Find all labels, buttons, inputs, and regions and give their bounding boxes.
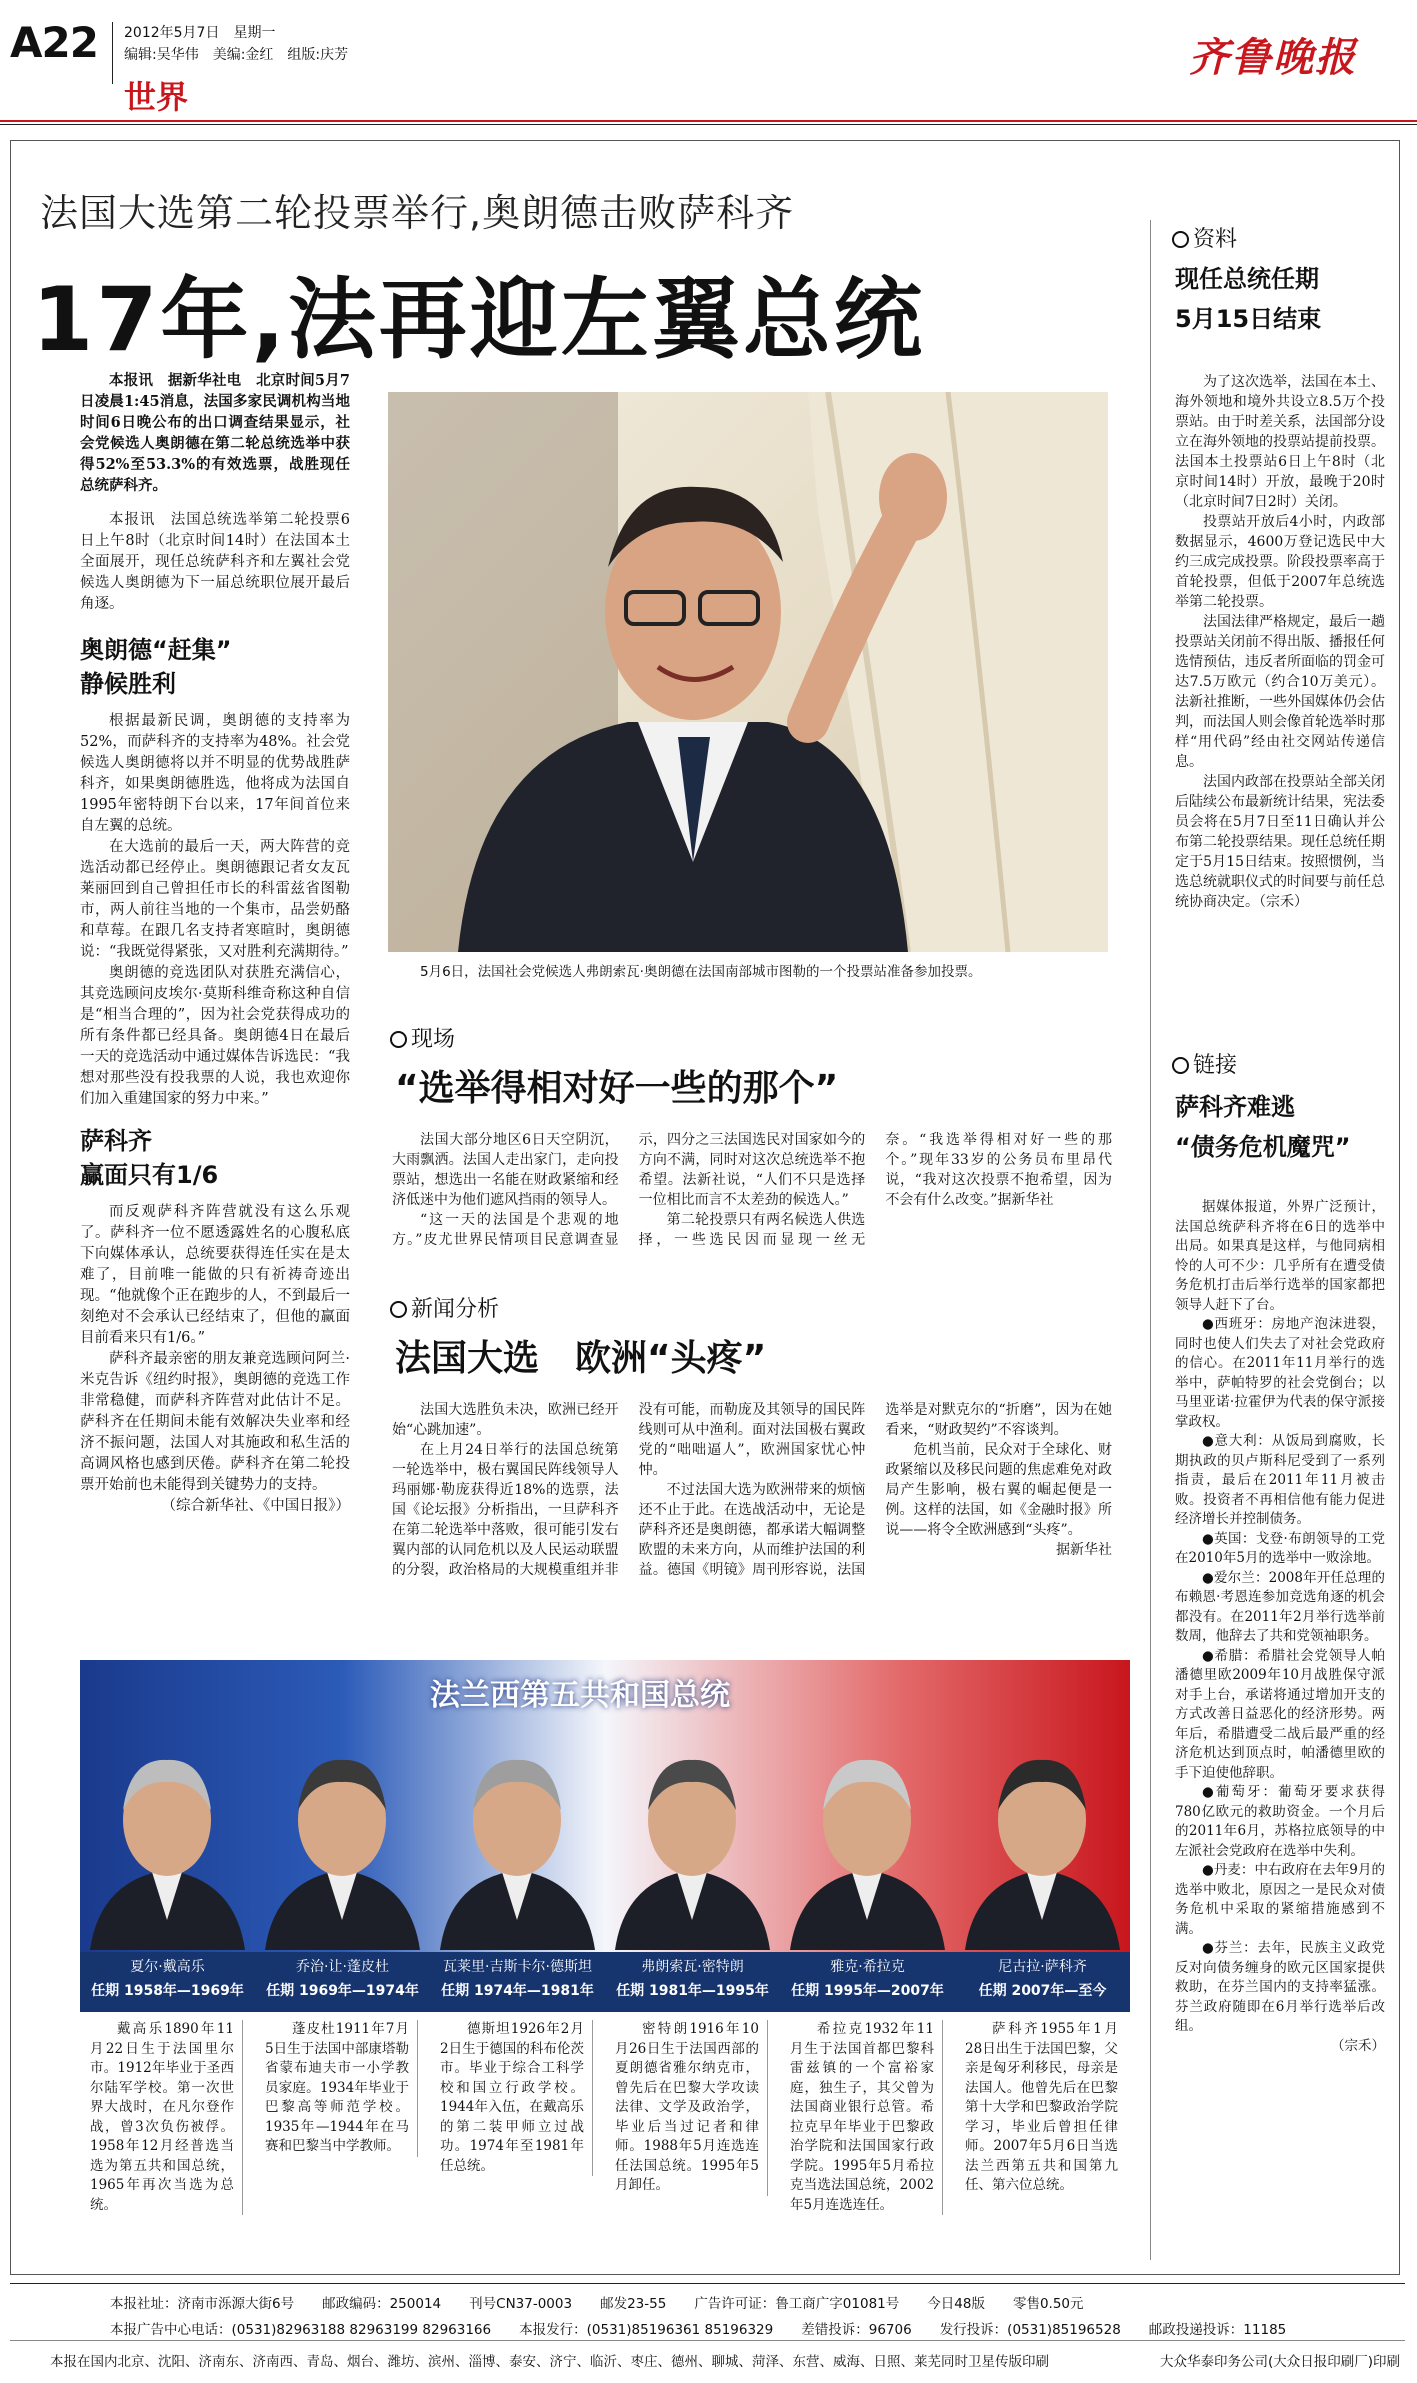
lead-column: [80, 370, 350, 1517]
footer-item: 本报广告中心电话：(0531)82963188 82963199 82963166: [110, 2322, 492, 2338]
president-portrait: [430, 1720, 605, 1950]
footer-item: 本报社址：济南市泺源大街6号: [110, 2296, 295, 2312]
xianchang-title: “选举得相对好一些的那个”: [395, 1068, 839, 1109]
footer-item: 邮政编码：250014: [322, 2296, 442, 2312]
body-paragraph: 在大选前的最后一天，两大阵营的竞选活动都已经停止。奥朗德跟记者女友瓦莱丽回到自己曾担任市长的科雷兹省图勒市，两人前往当地的一个集市，品尝奶酪和草莓。在跟几名支持者寒暄时，奥朗德说：“我既觉得紧张，又对胜利充满期待。”: [80, 839, 350, 960]
main-headline: 17年,法再迎左翼总统: [32, 268, 925, 371]
list-item: ●丹麦：中右政府在去年9月的选举中败北，原因之一是民众对债务危机中采取的紧缩措施感到不满。: [1175, 1862, 1385, 1937]
circle-icon: [1172, 1057, 1189, 1074]
president-portrait: [780, 1720, 955, 1950]
footer-row-3: [50, 2350, 1400, 2370]
body-paragraph: 奥朗德的竞选团队对获胜充满信心，其竞选顾问皮埃尔·莫斯科维奇称这种自信是“相当合理的”，因为社会党获得成功的所有条件都已经具备。奥朗德4日在最后一天的竞选活动中通过媒体告诉选民：“我想对那些没有投我票的人说，我也欢迎你们加入重建国家的努力中来。”: [80, 965, 350, 1107]
body-paragraph: 第二轮投票只有两名候选人供选择，一些选民因而显现一丝无奈。“我选举得相对好一些的那个。”现年33岁的公务员布里昂代说，“我对这次投票不抱希望，因为不会有什么改变。”据新华社: [638, 1132, 1112, 1248]
circle-icon: [390, 1031, 407, 1048]
president-name: 弗朗索瓦·密特朗: [641, 1959, 744, 1975]
footer-item: 大众华泰印务公司(大众日报印刷厂)印刷: [1159, 2354, 1400, 2370]
list-item: ●意大利：从饭局到腐败，长期执政的贝卢斯科尼受到了一系列指责，最后在2011年11月被击败。投资者不再相信他有能力促进经济增长并控制债务。: [1175, 1433, 1385, 1527]
president-term: 任期 2007年—至今: [978, 1983, 1107, 1999]
subhead-sarkozy-a: 萨科齐: [80, 1127, 152, 1155]
presidents-graphic: [80, 1660, 1130, 2012]
body-paragraph: 法国大选胜负未决，欧洲已经开始“心跳加速”。: [392, 1402, 619, 1438]
body-paragraph: 危机当前，民众对于全球化、财政紧缩以及移民问题的焦虑难免对政局产生影响，极右翼的崛起便是一例。这样的法国，如《金融时报》所说——将令全欧洲感到“头疼”。: [885, 1442, 1112, 1538]
source-line: 据新华社: [1055, 1542, 1112, 1558]
list-item: ●爱尔兰：2008年开任总理的布赖恩·考恩连参加竞选角逐的机会都没有。在2011年2月举行选举前数周，他辞去了共和党领袖职务。: [1175, 1569, 1385, 1644]
president-bio: 德斯坦1926年2月2日生于德国的科布伦茨市。毕业于综合工科学校和国立行政学校。1944年入伍，在戴高乐的第二装甲师立过战功。1974年至1981年任总统。: [440, 2020, 593, 2176]
lianjie-title-b: “债务危机魔咒”: [1175, 1133, 1351, 1161]
president-name: 夏尔·戴高乐: [130, 1959, 205, 1975]
president-bio: 蓬皮杜1911年7月5日生于法国中部康塔勒省蒙布迪夫市一小学教员家庭。1934年毕业于巴黎高等师范学校。1935年—1944年在马赛和巴黎当中学教师。: [265, 2020, 418, 2157]
body-paragraph: 不过法国大选为欧洲带来的烦恼还不止于此。在选战活动中，无论是萨科齐还是奥朗德，都承诺大幅调整欧盟的未来方向，从而维护法国的利益。德国《明镜》周刊形容说，法国选举是对默克尔的“折磨”，因为在她看来，“财政契约”不容谈判。: [638, 1402, 1112, 1578]
president-portrait: [255, 1720, 430, 1950]
tag-lianjie: 链接: [1172, 1048, 1237, 1079]
kicker: 法国大选第二轮投票举行,奥朗德击败萨科齐: [40, 191, 795, 235]
hollande-illustration: [388, 392, 1108, 952]
body-paragraph: “这一天的法国是个悲观的地方。”皮尤世界民情项目民意调查显示，四分之三法国选民对国家如今的方向不满，同时对这次总统选举不抱希望。法新社说，“人们不只是选择一位相比而言不太差劲的候选人。”: [392, 1132, 866, 1248]
president-bio: 密特朗1916年10月26日生于法国西部的夏朗德省雅尔纳克市，曾先后在巴黎大学攻读法律、文学及政治学，毕业后当过记者和律师。1988年5月连选连任法国总统。1995年5月卸任。: [615, 2020, 768, 2196]
body-paragraph: 法国法律严格规定，最后一趟投票站关闭前不得出版、播报任何选情预估，违反者所面临的罚金可达7.5万欧元（约合10万美元）。法新社推断，一些外国媒体仍会估判，而法国人则会像首轮选举时那样“用代码”经由社交网站传递信息。: [1175, 614, 1385, 770]
fenxi-body: [392, 1400, 1112, 1632]
fenxi-title: 法国大选 欧洲“头疼”: [395, 1338, 767, 1379]
list-item: ●西班牙：房地产泡沫进裂，同时也使人们失去了对社会党政府的信心。在2011年11月举行的选举中，萨帕特罗的社会党倒台；以马里亚诺·拉霍伊为代表的保守派接掌政权。: [1175, 1316, 1385, 1430]
president-term: 任期 1958年—1969年: [91, 1983, 244, 1999]
president-portrait: [80, 1720, 255, 1950]
xianchang-body: [392, 1130, 1112, 1280]
photo-caption: 5月6日，法国社会党候选人弗朗索瓦·奥朗德在法国南部城市图勒的一个投票站准备参加投票。: [420, 964, 982, 980]
president-bio: 戴高乐1890年11月22日生于法国里尔市。1912年毕业于圣西尔陆军学校。第一次世界大战时，在凡尔登作战，曾3次负伤被俘。1958年12月经普选当选为第五共和国总统，1965年再次当选为总统。: [90, 2020, 243, 2215]
president-bios: [80, 2020, 1130, 2260]
body-paragraph: 在上月24日举行的法国总统第一轮选举中，极右翼国民阵线领导人玛丽娜·勒庞获得近18%的选票，法国《论坛报》分析指出，一旦萨科齐在第二轮选举中落败，很可能引发右翼内部的认同危机以及人民运动联盟的分裂，政治格局的大规模重组并非没有可能，而勒庞及其领导的国民阵线则可从中渔利。面对法国极右翼政党的“咄咄逼人”，欧洲国家忧心忡忡。: [392, 1402, 866, 1578]
president-term: 任期 1981年—1995年: [616, 1983, 769, 1999]
subhead-hollande-a: 奥朗德“赶集”: [80, 636, 232, 664]
body-paragraph: 根据最新民调，奥朗德的支持率为52%，而萨科齐的支持率为48%。社会党候选人奥朗德将以并不明显的优势战胜萨科齐，如果奥朗德胜选，他将成为法国自1995年密特朗下台以来，17年间首位来自左翼的总统。: [80, 713, 350, 834]
footer-item: 差错投诉：96706: [801, 2322, 912, 2338]
body-paragraph: 萨科齐最亲密的朋友兼竞选顾问阿兰·米克告诉《纽约时报》，奥朗德的竞选工作非常稳健，而萨科齐阵营对此估计不足。萨科齐在任期间未能有效解决失业率和经济不振问题，法国人对其施政和私生活的高调风格也感到厌倦。萨科齐在第二轮投票开始前也未能得到关键势力的支持。: [80, 1351, 350, 1493]
list-item: ●芬兰：去年，民族主义政党反对向债务缠身的欧元区国家提供救助，在芬兰国内的支持率猛涨。芬兰政府随即在6月举行选举后改组。: [1175, 1940, 1385, 2034]
footer-item: 刊号CN37-0003: [469, 2296, 573, 2312]
footer-row-1: [110, 2292, 1400, 2312]
subhead-sarkozy-b: 赢面只有1/6: [80, 1161, 219, 1189]
hollande-photo: [388, 392, 1108, 952]
body-paragraph: 而反观萨科齐阵营就没有这么乐观了。萨科齐一位不愿透露姓名的心腹私底下向媒体承认，总统要获得连任实在是太难了，目前唯一能做的只有祈祷奇迹出现。“他就像个正在跑步的人，不到最后一刻绝对不会承认已经结束了，但他的赢面目前看来只有1/6。”: [80, 1204, 350, 1346]
tag-xianchang: 现场: [390, 1022, 455, 1053]
president-term: 任期 1974年—1981年: [441, 1983, 594, 1999]
footer-item: 邮政投递投诉：11185: [1148, 2322, 1287, 2338]
president-portrait: [605, 1720, 780, 1950]
footer-item: 今日48版: [927, 2296, 985, 2312]
circle-icon: [390, 1301, 407, 1318]
body-paragraph: 投票站开放后4小时，内政部数据显示，4600万登记选民中大约三成完成投票。阶段投票率高于首轮投票，但低于2007年总统选举第二轮投票。: [1175, 514, 1385, 610]
tag-ziliao: 资料: [1172, 222, 1237, 253]
ziliao-body: [1175, 372, 1385, 912]
lianjie-body: [1175, 1198, 1385, 2056]
subhead-hollande-b: 静候胜利: [80, 670, 176, 698]
footer-item: 发行投诉：(0531)85196528: [939, 2322, 1121, 2338]
section-name: 世界: [124, 78, 189, 116]
footer-item: 本报发行：(0531)85196361 85196329: [519, 2322, 774, 2338]
ziliao-title-a: 现任总统任期: [1175, 265, 1319, 293]
list-item: ●葡萄牙：葡萄牙要求获得780亿欧元的救助资金。一个月后的2011年6月，苏格拉底领导的中左派社会党政府在选举中失利。: [1175, 1784, 1385, 1859]
president-bio: 希拉克1932年11月生于法国首都巴黎科雷兹镇的一个富裕家庭，独生子，其父曾为法国商业银行总管。希拉克早年毕业于巴黎政治学院和法国国家行政学院。1995年5月希拉克当选法国总统，2002年5月连选连任。: [790, 2020, 943, 2215]
lianjie-title-a: 萨科齐难逃: [1175, 1093, 1295, 1121]
circle-icon: [1172, 231, 1189, 248]
presidents-banner-title: 法兰西第五共和国总统: [430, 1678, 730, 1713]
source-line: （宗禾）: [1331, 2037, 1385, 2054]
footer-item: 广告许可证：鲁工商广字01081号: [694, 2296, 900, 2312]
footer-item: 邮发23-55: [600, 2296, 667, 2312]
president-portrait: [955, 1720, 1130, 1950]
president-name: 雅克·希拉克: [830, 1959, 905, 1975]
date-line: 2012年5月7日 星期一: [124, 25, 276, 41]
president-term: 任期 1969年—1974年: [266, 1983, 419, 1999]
editors-line: 编辑:吴华伟 美编:金红 组版:庆芳: [124, 47, 349, 63]
president-bio: 萨科齐1955年1月28日出生于法国巴黎，父亲是匈牙利移民，母亲是法国人。他曾先后在巴黎第十大学和巴黎政治学院学习，毕业后曾担任律师。2007年5月6日当选法兰西第五共和国第九任、第六位总统。: [965, 2021, 1118, 2193]
footer-item: 本报在国内北京、沈阳、济南东、济南西、青岛、烟台、潍坊、滨州、淄博、泰安、济宁、临沂、枣庄、德州、聊城、菏泽、东营、威海、日照、莱芜同时卫星传版印刷: [50, 2354, 1049, 2370]
footer-item: 零售0.50元: [1012, 2296, 1084, 2312]
list-item: ●英国：戈登·布朗领导的工党在2010年5月的选举中一败涂地。: [1175, 1530, 1385, 1566]
president-name: 乔治·让·蓬皮杜: [296, 1959, 389, 1975]
source-line: （综合新华社、《中国日报》）: [161, 1498, 350, 1514]
body-paragraph: 法国大部分地区6日天空阴沉，大雨飘洒。法国人走出家门，走向投票站，想选出一名能在财政紧缩和经济低迷中为他们遮风挡雨的领导人。: [392, 1132, 619, 1208]
tag-fenxi: 新闻分析: [390, 1292, 499, 1323]
list-item: ●希腊：希腊社会党领导人帕潘德里欧2009年10月战胜保守派对手上台，承诺将通过增加开支的方式改善日益恶化的经济形势。两年后，希腊遭受二战后最严重的经济危机达到顶点时，帕潘德里欧的手下迫使他辞职。: [1175, 1647, 1385, 1781]
ziliao-title-b: 5月15日结束: [1175, 305, 1322, 333]
footer-row-2: [110, 2318, 1400, 2338]
lead-paragraph-2: 本报讯 法国总统选举第二轮投票6日上午8时（北京时间14时）在法国本土全面展开，现任总统萨科齐和左翼社会党候选人奥朗德为下一届总统职位展开最后角逐。: [80, 512, 350, 612]
body-paragraph: 为了这次选举，法国在本土、海外领地和境外共设立8.5万个投票站。由于时差关系，法国部分设立在海外领地的投票站提前投票。法国本土投票站6日上午8时（北京时间14时）开放，最晚于20时（北京时间7日2时）关闭。: [1175, 374, 1385, 510]
newspaper-logo: 齐鲁晚报: [1189, 34, 1357, 81]
page-number: A22: [10, 18, 98, 67]
body-paragraph: 据媒体报道，外界广泛预计，法国总统萨科齐将在6日的选举中出局。如果真是这样，与他同病相怜的人可不少：几乎所有在遭受债务危机打击后举行选举的国家都把领导人赶下了台。: [1175, 1199, 1385, 1313]
president-name: 瓦莱里·吉斯卡尔·德斯坦: [443, 1959, 592, 1975]
president-term: 任期 1995年—2007年: [791, 1983, 944, 1999]
lead-paragraph: 本报讯 据新华社电 北京时间5月7日凌晨1:45消息，法国多家民调机构当地时间6日晚公布的出口调查结果显示，社会党候选人奥朗德在第二轮总统选举中获得52%至53.3%的有效选票，战胜现任总统萨科齐。: [80, 372, 350, 494]
body-paragraph: 法国内政部在投票站全部关闭后陆续公布最新统计结果，宪法委员会将在5月7日至11日确认并公布第二轮投票结果。现任总统任期定于5月15日结束。按照惯例，当选总统就职仪式的时间要与前任总统协商决定。（宗禾）: [1175, 774, 1385, 910]
president-name: 尼古拉·萨科齐: [998, 1959, 1087, 1975]
